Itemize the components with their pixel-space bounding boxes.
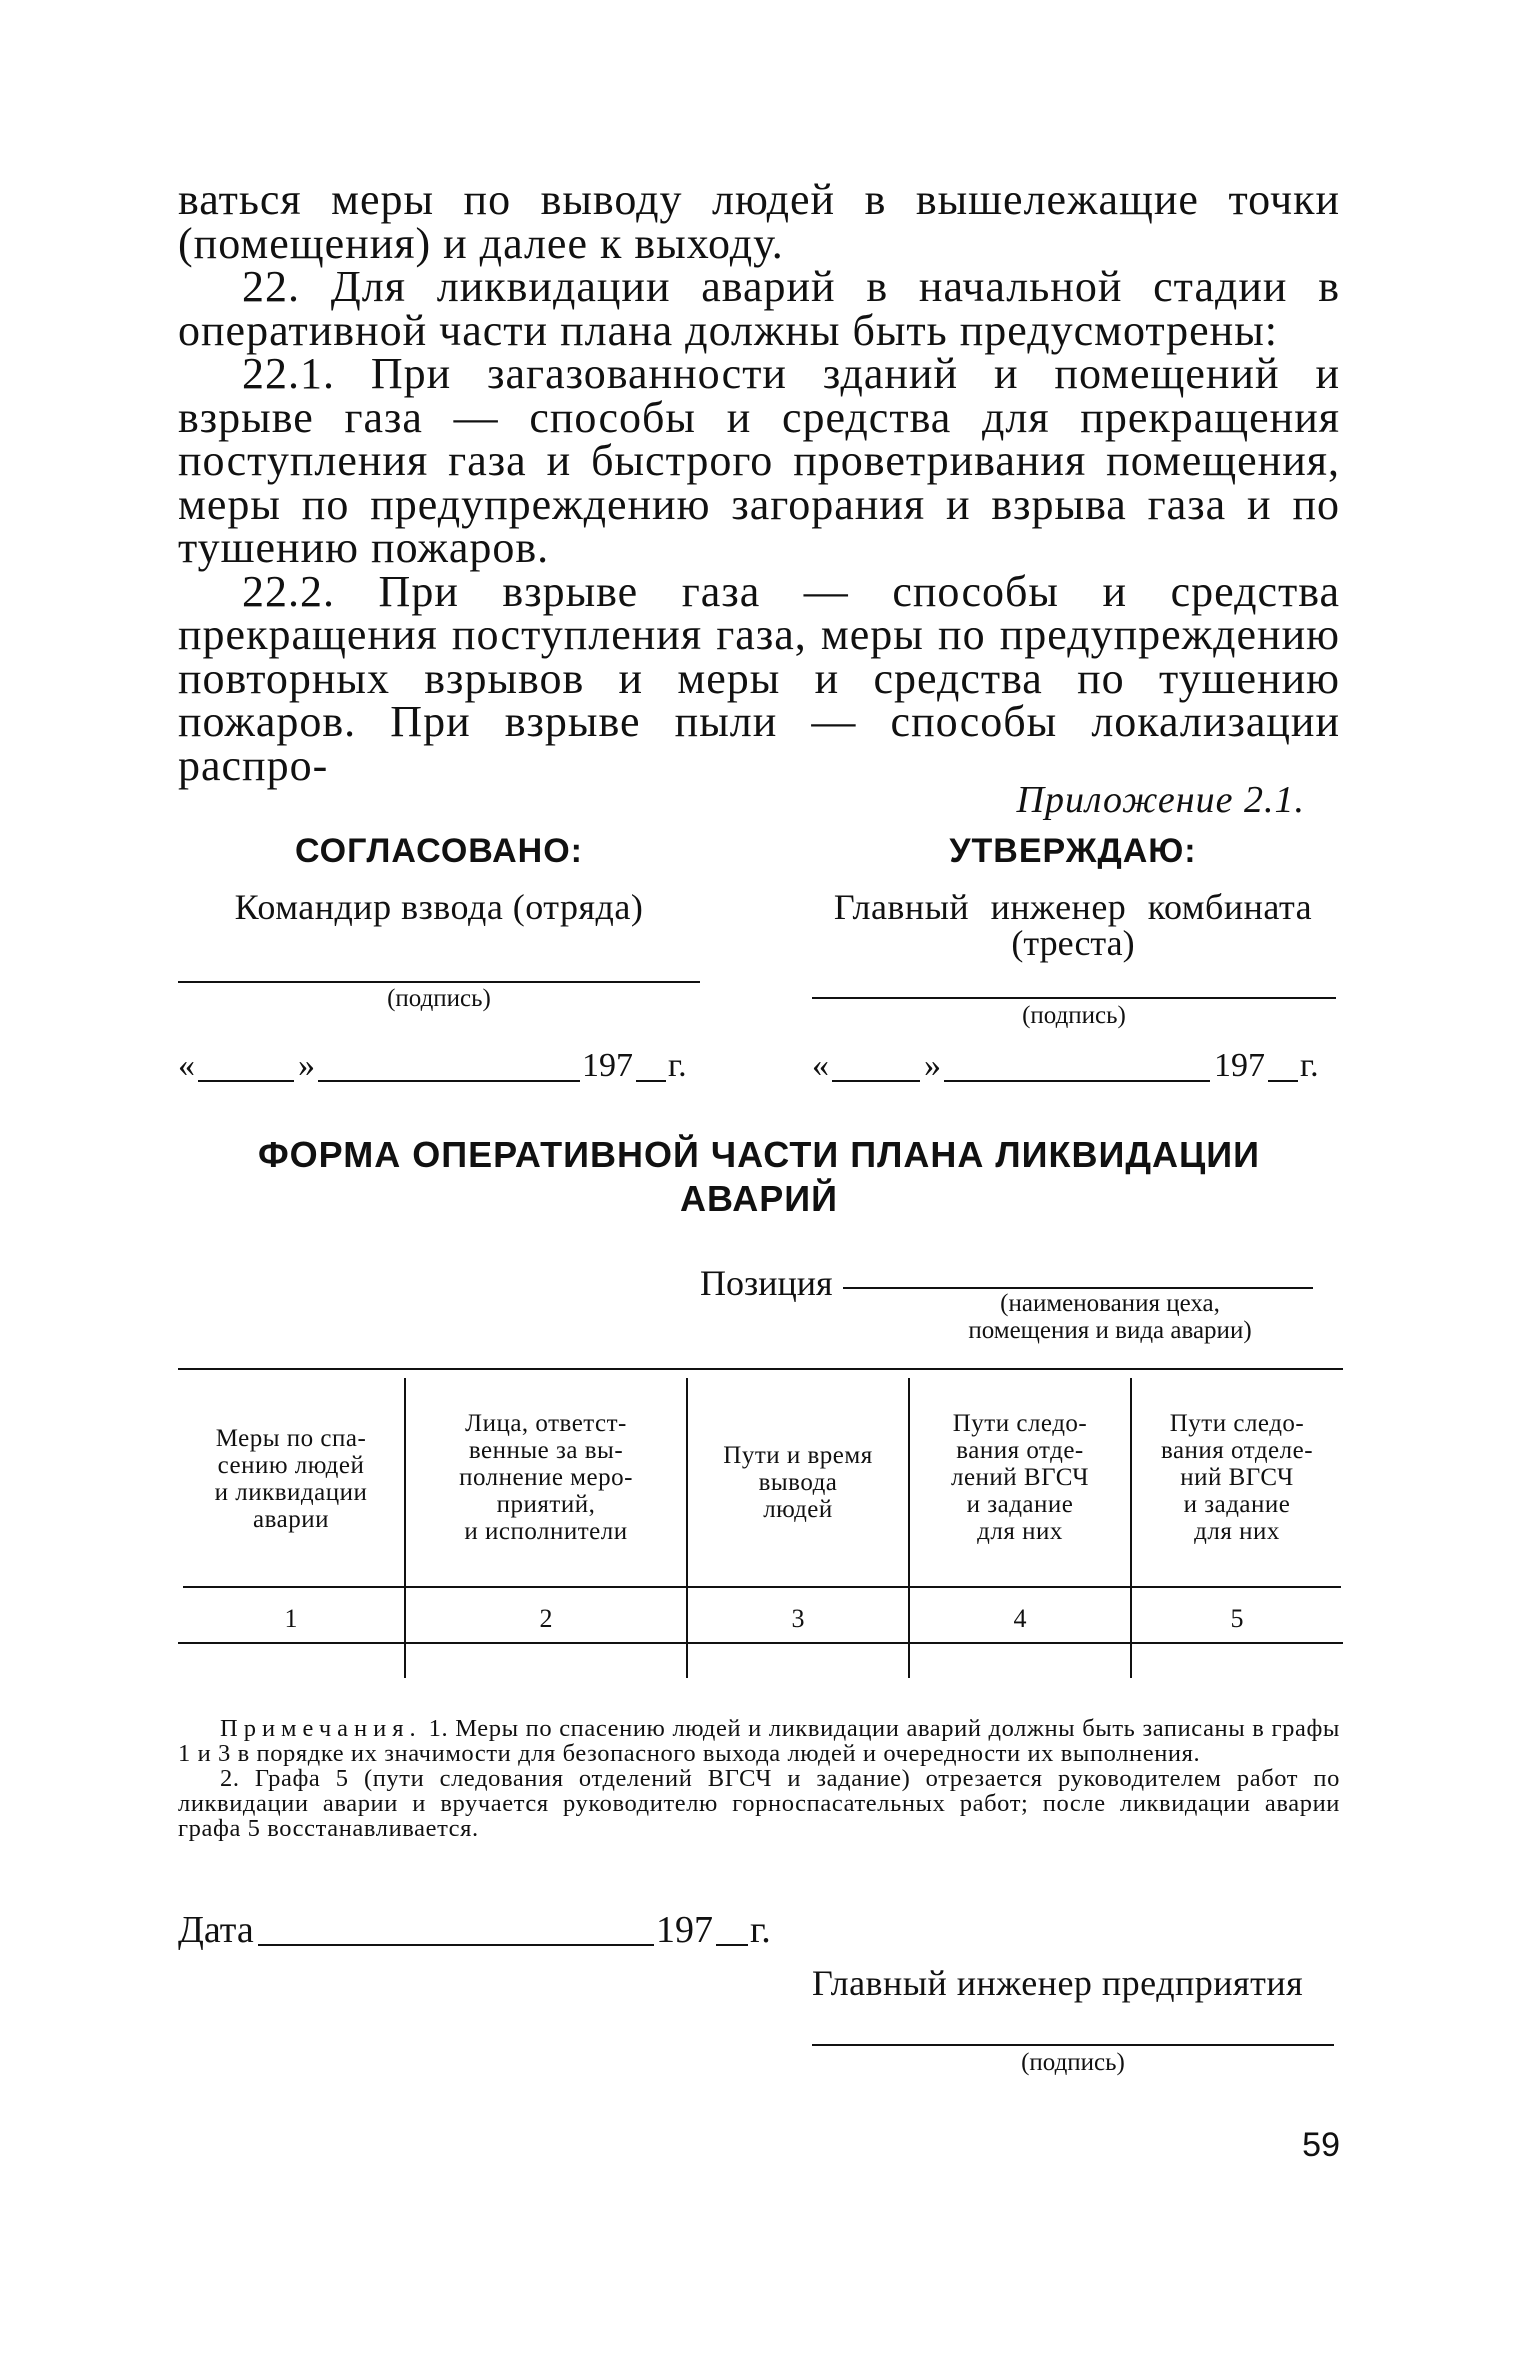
approved-role-line1: Главный инженер комбината: [833, 887, 1313, 927]
position-caption-line2: помещения и вида аварии): [968, 1317, 1252, 1344]
position-caption-line1: (наименования цеха,: [1000, 1290, 1220, 1317]
column-number-1: 1: [284, 1604, 298, 1633]
appendix-label: Приложение 2.1.: [1016, 779, 1305, 821]
agreed-signature-label: (подпись): [387, 985, 491, 1012]
agreed-heading: СОГЛАСОВАНО:: [294, 832, 584, 870]
chief-signature-label: (подпись): [1021, 2049, 1125, 2076]
date-label: Дата: [178, 1909, 254, 1951]
position-label: Позиция: [700, 1263, 833, 1303]
column-header-4: Пути следо- вания отде- лений ВГСЧ и задание для них: [950, 1410, 1090, 1545]
approved-heading: УТВЕРЖДАЮ:: [949, 832, 1197, 870]
approved-role-line2: (треста): [1011, 923, 1135, 963]
agreed-role: Командир взвода (отряда): [234, 887, 644, 927]
column-header-1: Меры по спа- сению людей и ликвидации аварии: [214, 1425, 368, 1533]
paragraph-continuation: ваться меры по выводу людей в вышележащие точки (помещения) и далее к выходу.: [178, 175, 1340, 268]
date-year-suffix: г.: [750, 1909, 771, 1951]
note-1: 1. Меры по спасению людей и ликвидации аварий должны быть записаны в графы 1 и 3 в порядке их значимости для безопасного выхода людей и очередности их выполнения.: [178, 1715, 1340, 1767]
column-number-5: 5: [1230, 1604, 1244, 1633]
page-number: 59: [1302, 2126, 1340, 2164]
column-header-3: Пути и время вывода людей: [723, 1442, 873, 1523]
date-line: [178, 1908, 878, 1952]
agreed-year-suffix: г.: [668, 1047, 687, 1084]
approved-year: 197: [1214, 1047, 1265, 1084]
notes-label: Примечания.: [220, 1715, 422, 1742]
column-header-5: Пути следо- вания отделе- ний ВГСЧ и задание для них: [1160, 1410, 1314, 1545]
date-year: 197: [656, 1909, 713, 1951]
notes: [178, 1716, 1340, 1841]
paragraph-22-1: 22.1. При загазованности зданий и помещений и взрыве газа — способы и средства для прекращения поступления газа и быстрого проветривания помещения, меры по предупреждению загорания и взрыва газа и по тушению пожаров.: [178, 349, 1340, 572]
agreed-open-quote: «: [178, 1047, 195, 1084]
approved-close-quote: »: [924, 1047, 941, 1084]
form-title-line2: АВАРИЙ: [680, 1178, 838, 1219]
paragraph-22-2: 22.2. При взрыве газа — способы и средства прекращения поступления газа, меры по предупреждению повторных взрывов и меры и средства по тушению пожаров. При взрыве пыли — способы локализации распро-: [178, 566, 1340, 790]
column-number-3: 3: [791, 1604, 805, 1633]
approved-open-quote: «: [812, 1047, 829, 1084]
column-header-2: Лица, ответст- венные за вы- полнение меро- приятий, и исполнители: [459, 1410, 633, 1545]
column-number-2: 2: [539, 1604, 553, 1633]
chief-signature-line: [812, 2044, 1334, 2046]
agreed-year: 197: [582, 1047, 633, 1084]
form-title-line1: ФОРМА ОПЕРАТИВНОЙ ЧАСТИ ПЛАНА ЛИКВИДАЦИИ: [257, 1134, 1261, 1175]
note-2: 2. Графа 5 (пути следования отделений ВГСЧ и задание) отрезается руководителем работ по ликвидации аварии и вручается руководителю горноспасательных работ; после ликвидации аварии графа 5 восстанавливается.: [178, 1765, 1340, 1842]
approved-year-suffix: г.: [1300, 1047, 1319, 1084]
paragraph-22: 22. Для ликвидации аварий в начальной стадии в оперативной части плана должны быть предусмотрены:: [178, 262, 1340, 355]
approved-signature-label: (подпись): [1022, 1002, 1126, 1029]
chief-role: Главный инженер предприятия: [812, 1963, 1304, 2003]
column-number-4: 4: [1013, 1604, 1027, 1633]
agreed-close-quote: »: [298, 1047, 315, 1084]
